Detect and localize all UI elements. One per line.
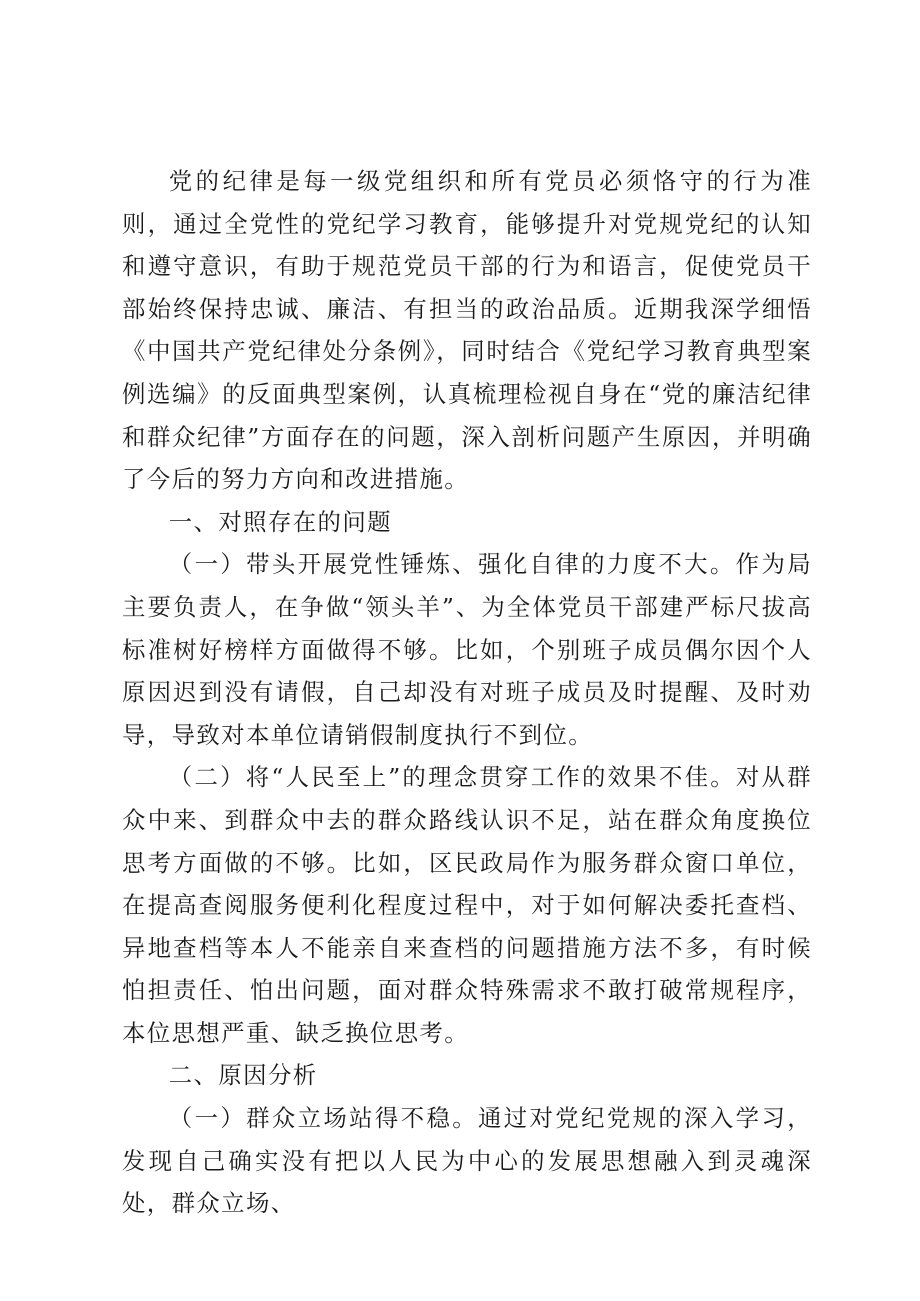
- section-heading-problems: 一、对照存在的问题: [168, 507, 392, 536]
- document-body: [122, 160, 812, 1225]
- intro-paragraph: 党的纪律是每一级党组织和所有党员必须恪守的行为准则，通过全党性的党纪学习教育，能够提升对党规党纪的认知和遵守意识，有助于规范党员干部的行为和语言，促使党员干部始终保持忠诚、廉洁、有担当的政治品质。近期我深学细悟《中国共产党纪律处分条例》，同时结合《党纪学习教育典型案例选编》的反面典型案例，认真梳理检视自身在“党的廉洁纪律和群众纪律”方面存在的问题，深入剖析问题产生原因，并明确了今后的努力方向和改进措施。: [122, 167, 812, 494]
- cause-paragraph-1: （一）群众立场站得不稳。通过对党纪党规的深入学习，发现自己确实没有把以人民为中心的发展思想融入到灵魂深处，群众立场、: [122, 1104, 812, 1218]
- section-heading-causes: 二、原因分析: [168, 1061, 318, 1090]
- problem-paragraph-2: （二）将“人民至上”的理念贯穿工作的效果不佳。对从群众中来、到群众中去的群众路线认识不足，站在群众角度换位思考方面做的不够。比如，区民政局作为服务群众窗口单位，在提高查阅服务便利化程度过程中，对于如何解决委托查档、异地查档等本人不能亲自来查档的问题措施方法不多，有时候怕担责任、怕出问题，面对群众特殊需求不敢打破常规程序，本位思想严重、缺乏换位思考。: [122, 763, 812, 1047]
- problem-paragraph-1: （一）带头开展党性锤炼、强化自律的力度不大。作为局主要负责人，在争做“领头羊”、为全体党员干部建严标尺拔高标准树好榜样方面做得不够。比如，个别班子成员偶尔因个人原因迟到没有请假，自己却没有对班子成员及时提醒、及时劝导，导致对本单位请销假制度执行不到位。: [122, 550, 812, 749]
